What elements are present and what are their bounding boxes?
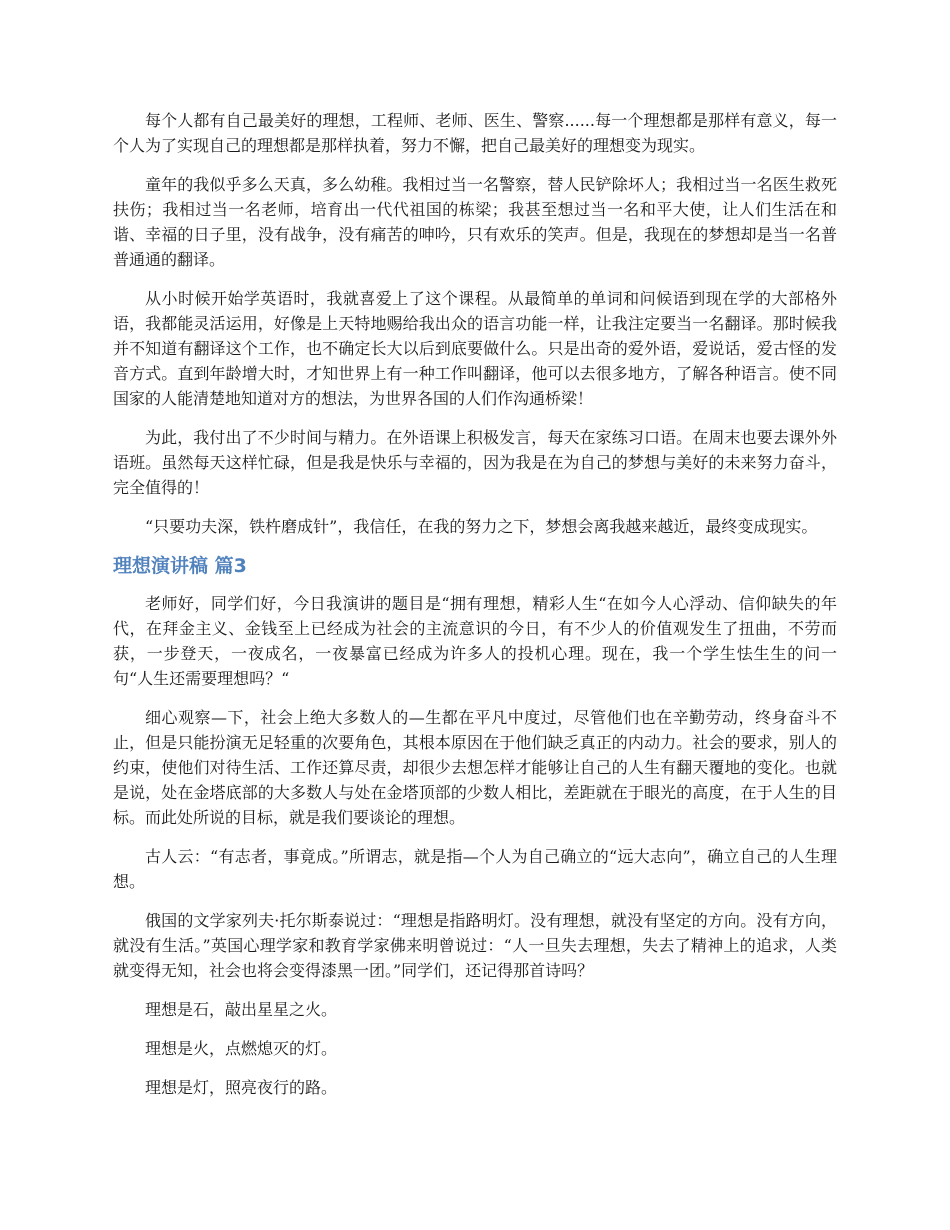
section-heading: 理想演讲稿 篇3 bbox=[113, 555, 247, 577]
paragraph-speech-opening: 老师好，同学们好，今日我演讲的题目是“拥有理想，精彩人生“在如今人心浮动、信仰缺失的年代，在拜金主义、金钱至上已经成为社会的主流意识的今日，有不少人的价值观发生了扭曲，不劳而获，一步登天，一夜成名，一夜暴富已经成为许多人的投机心理。现在，我一个学生怯生生的问一句“人生还需要理想吗？“ bbox=[113, 594, 837, 688]
paragraph-ideals-intro: 每个人都有自己最美好的理想，工程师、老师、医生、警察......每一个理想都是那样有意义，每一个人为了实现自己的理想都是那样执着，努力不懈，把自己最美好的理想变为现实。 bbox=[113, 111, 837, 155]
paragraph-proverb: “只要功夫深，铁杵磨成针”，我信任，在我的努力之下，梦想会离我越来越近，最终变成现实。 bbox=[145, 517, 818, 536]
paragraph-childhood-dreams: 童年的我似乎多么天真，多么幼稚。我相过当一名警察，替人民铲除坏人；我相过当一名医生救死扶伤；我相过当一名老师，培育出一代代祖国的栋梁；我甚至想过当一名和平大使，让人们生活在和谐、幸福的日子里，没有战争，没有痛苦的呻吟，只有欢乐的笑声。但是，我现在的梦想却是当一名普普通通的翻译。 bbox=[113, 175, 837, 269]
poem-line-lamp: 理想是灯，照亮夜行的路。 bbox=[145, 1078, 338, 1097]
paragraph-quotes: 俄国的文学家列夫·托尔斯泰说过：“理想是指路明灯。没有理想，就没有坚定的方向。没有方向，就没有生活。”英国心理学家和教育学家佛来明曾说过：“人一旦失去理想，失去了精神上的追求，人类就变得无知，社会也将会变得漆黑一团。”同学们，还记得那首诗吗？ bbox=[113, 911, 837, 980]
paragraph-ancient-saying: 古人云：“有志者，事竟成。”所谓志，就是指—个人为自己确立的“远大志向”，确立自己的人生理想。 bbox=[113, 847, 837, 891]
paragraph-learning-english: 从小时候开始学英语时，我就喜爱上了这个课程。从最简单的单词和问候语到现在学的大部格外语，我都能灵活运用，好像是上天特地赐给我出众的语言功能一样，让我注定要当一名翻译。那时候我并不知道有翻译这个工作，也不确定长大以后到底要做什么。只是出奇的爱外语，爱说话，爱古怪的发音方式。直到年龄增大时，才知世界上有一种工作叫翻译，他可以去很多地方，了解各种语言。使不同国家的人能清楚地知道对方的想法，为世界各国的人们作沟通桥梁！ bbox=[113, 289, 837, 408]
document-page bbox=[113, 108, 837, 1114]
poem-line-stone: 理想是石，敲出星星之火。 bbox=[145, 1000, 338, 1019]
poem-line-fire: 理想是火，点燃熄灭的灯。 bbox=[145, 1039, 338, 1058]
paragraph-effort: 为此，我付出了不少时间与精力。在外语课上积极发言，每天在家练习口语。在周末也要去课外外语班。虽然每天这样忙碌，但是我是快乐与幸福的，因为我是在为自己的梦想与美好的未来努力奋斗，完全值得的！ bbox=[113, 428, 837, 497]
paragraph-observation: 细心观察—下，社会上绝大多数人的—生都在平凡中度过，尽管他们也在辛勤劳动，终身奋斗不止，但是只能扮演无足轻重的次要角色，其根本原因在于他们缺乏真正的内动力。社会的要求，别人的约束，使他们对待生活、工作还算尽责，却很少去想怎样才能够让自己的人生有翻天覆地的变化。也就是说，处在金塔底部的大多数人与处在金塔顶部的少数人相比，差距就在于眼光的高度，在于人生的目标。而此处所说的目标，就是我们要谈论的理想。 bbox=[113, 708, 837, 827]
